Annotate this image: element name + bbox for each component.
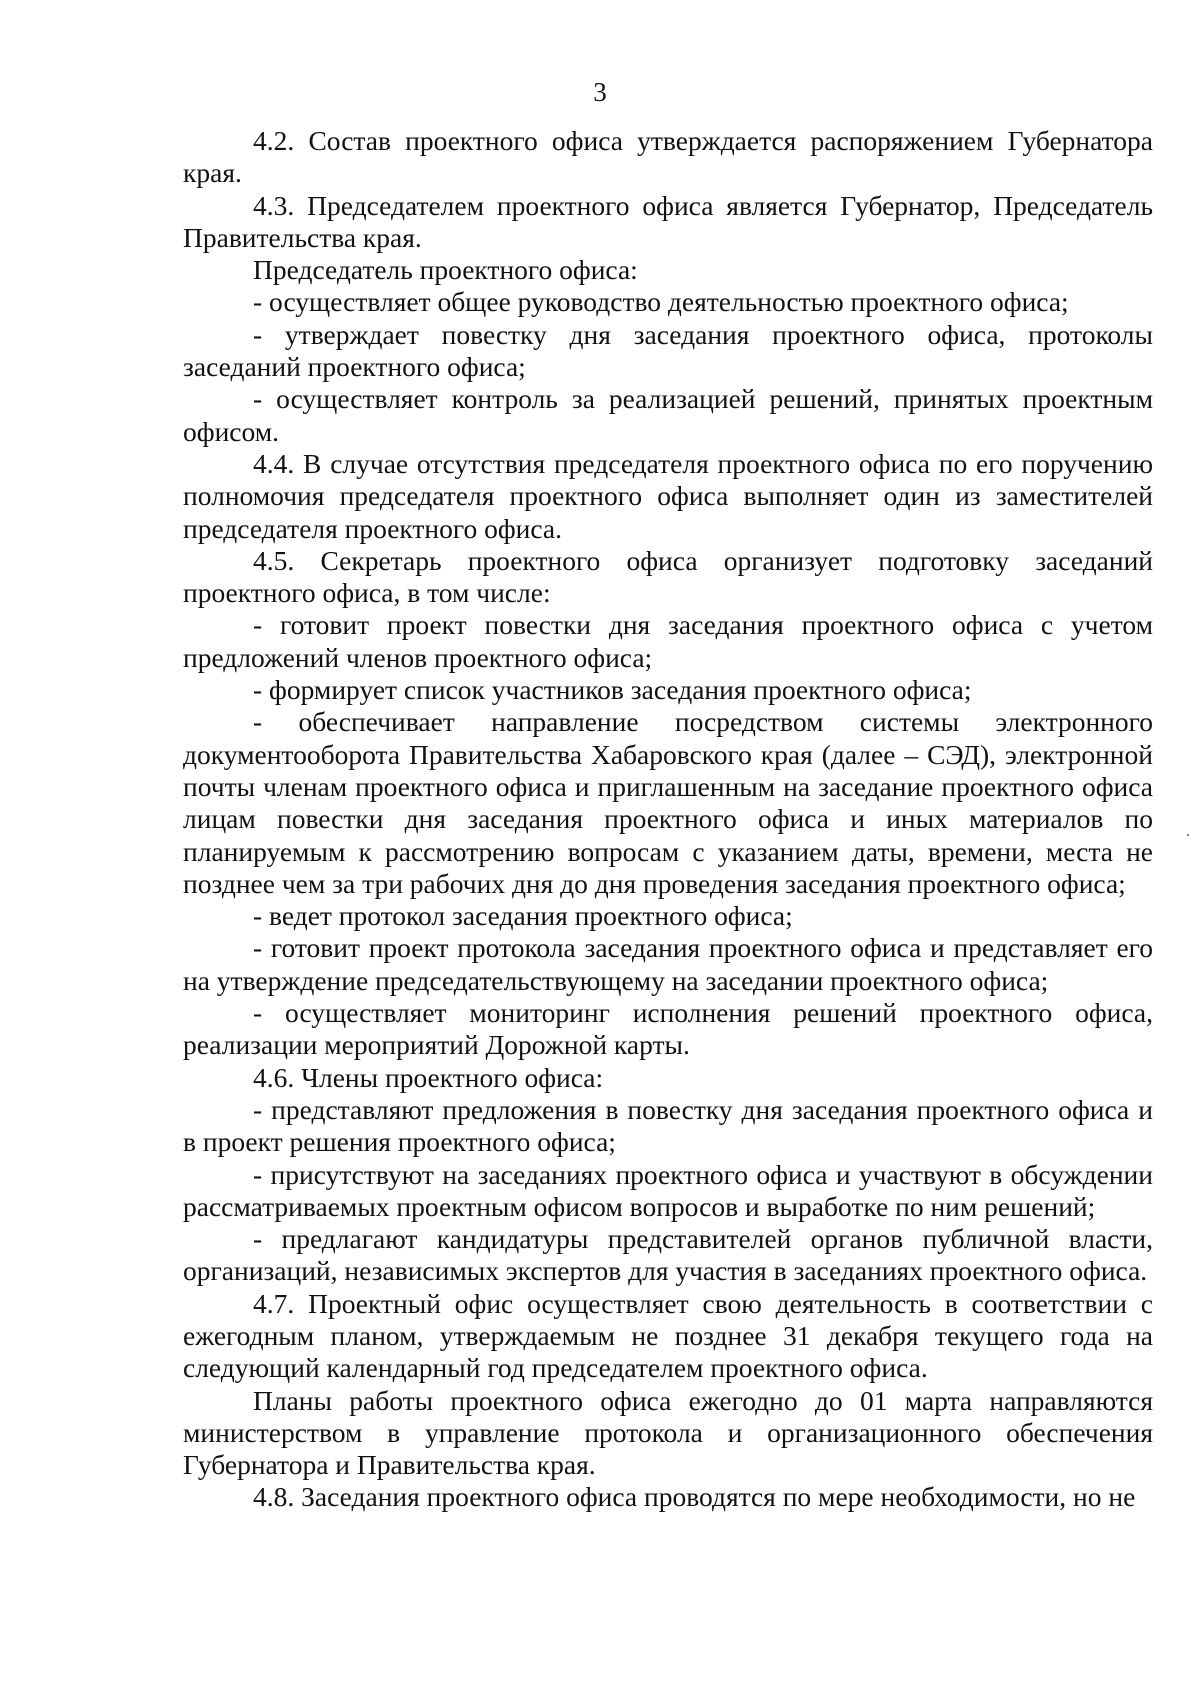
paragraph-secretary-item-2: - формирует список участников заседания проектного офиса; xyxy=(253,674,972,706)
paragraph-4-5: 4.5. Секретарь проектного офиса организует подготовку заседаний проектного офиса, в том числе: xyxy=(183,544,1153,609)
paragraph-4-6: 4.6. Члены проектного офиса: xyxy=(253,1061,604,1093)
paragraph-secretary-item-3: - обеспечивает направление посредством системы электронного документооборота Правительства Хабаровского края (далее – СЭД), электронной почты членам проектного офиса и приглашенным на заседание проектного офиса лицам повестки дня заседания проектного офиса и иных материалов по планируемым к рассмотрению вопросам с указанием даты, времени, места не позднее чем за три рабочих дня до дня проведения заседания проектного офиса; xyxy=(183,706,1153,899)
paragraph-4-4: 4.4. В случае отсутствия председателя проектного офиса по его поручению полномочия председателя проектного офиса выполняет один из заместителей председателя проектного офиса. xyxy=(183,447,1153,544)
paragraph-chairman-heading: Председатель проектного офиса: xyxy=(253,254,638,286)
paragraph-secretary-item-5: - готовит проект протокола заседания проектного офиса и представляет его на утверждение председательствующему на заседании проектного офиса; xyxy=(183,932,1153,996)
paragraph-4-3: 4.3. Председателем проектного офиса является Губернатор, Председатель Правительства края. xyxy=(183,189,1153,253)
paragraph-members-item-3: - предлагают кандидатуры представителей органов публичной власти, организаций, независимых экспертов для участия в заседаниях проектного офиса. xyxy=(183,1223,1153,1287)
scan-artifact-dot xyxy=(1187,834,1189,836)
paragraph-members-item-2: - присутствуют на заседаниях проектного офиса и участвуют в обсуждении рассматриваемых проектным офисом вопросов и выработке по ним решений; xyxy=(183,1158,1153,1222)
paragraph-chairman-item-2: - утверждает повестку дня заседания проектного офиса, протоколы заседаний проектного офиса; xyxy=(183,318,1153,383)
paragraph-chairman-item-1: - осуществляет общее руководство деятельностью проектного офиса; xyxy=(253,286,1069,318)
paragraph-chairman-item-3: - осуществляет контроль за реализацией решений, принятых проектным офисом. xyxy=(183,383,1153,447)
page-number: 3 xyxy=(593,77,607,107)
paragraph-4-7: 4.7. Проектный офис осуществляет свою деятельность в соответствии с ежегодным планом, утверждаемым не позднее 31 декабря текущего года на следующий календарный год председателем проектного офиса. xyxy=(183,1287,1153,1384)
paragraph-plans: Планы работы проектного офиса ежегодно до 01 марта направляются министерством в управление протокола и организационного обеспечения Губернатора и Правительства края. xyxy=(183,1384,1153,1481)
paragraph-members-item-1: - представляют предложения в повестку дня заседания проектного офиса и в проект решения проектного офиса; xyxy=(183,1093,1153,1158)
paragraph-secretary-item-6: - осуществляет мониторинг исполнения решений проектного офиса, реализации мероприятий Дорожной карты. xyxy=(183,997,1153,1061)
paragraph-secretary-item-4: - ведет протокол заседания проектного офиса; xyxy=(253,900,793,932)
document-body xyxy=(183,125,1153,1514)
paragraph-secretary-item-1: - готовит проект повестки дня заседания проектного офиса с учетом предложений членов проектного офиса; xyxy=(183,609,1153,673)
paragraph-4-8: 4.8. Заседания проектного офиса проводятся по мере необходимости, но не xyxy=(253,1481,1136,1513)
paragraph-4-2: 4.2. Состав проектного офиса утверждается распоряжением Губернатора края. xyxy=(183,125,1153,189)
